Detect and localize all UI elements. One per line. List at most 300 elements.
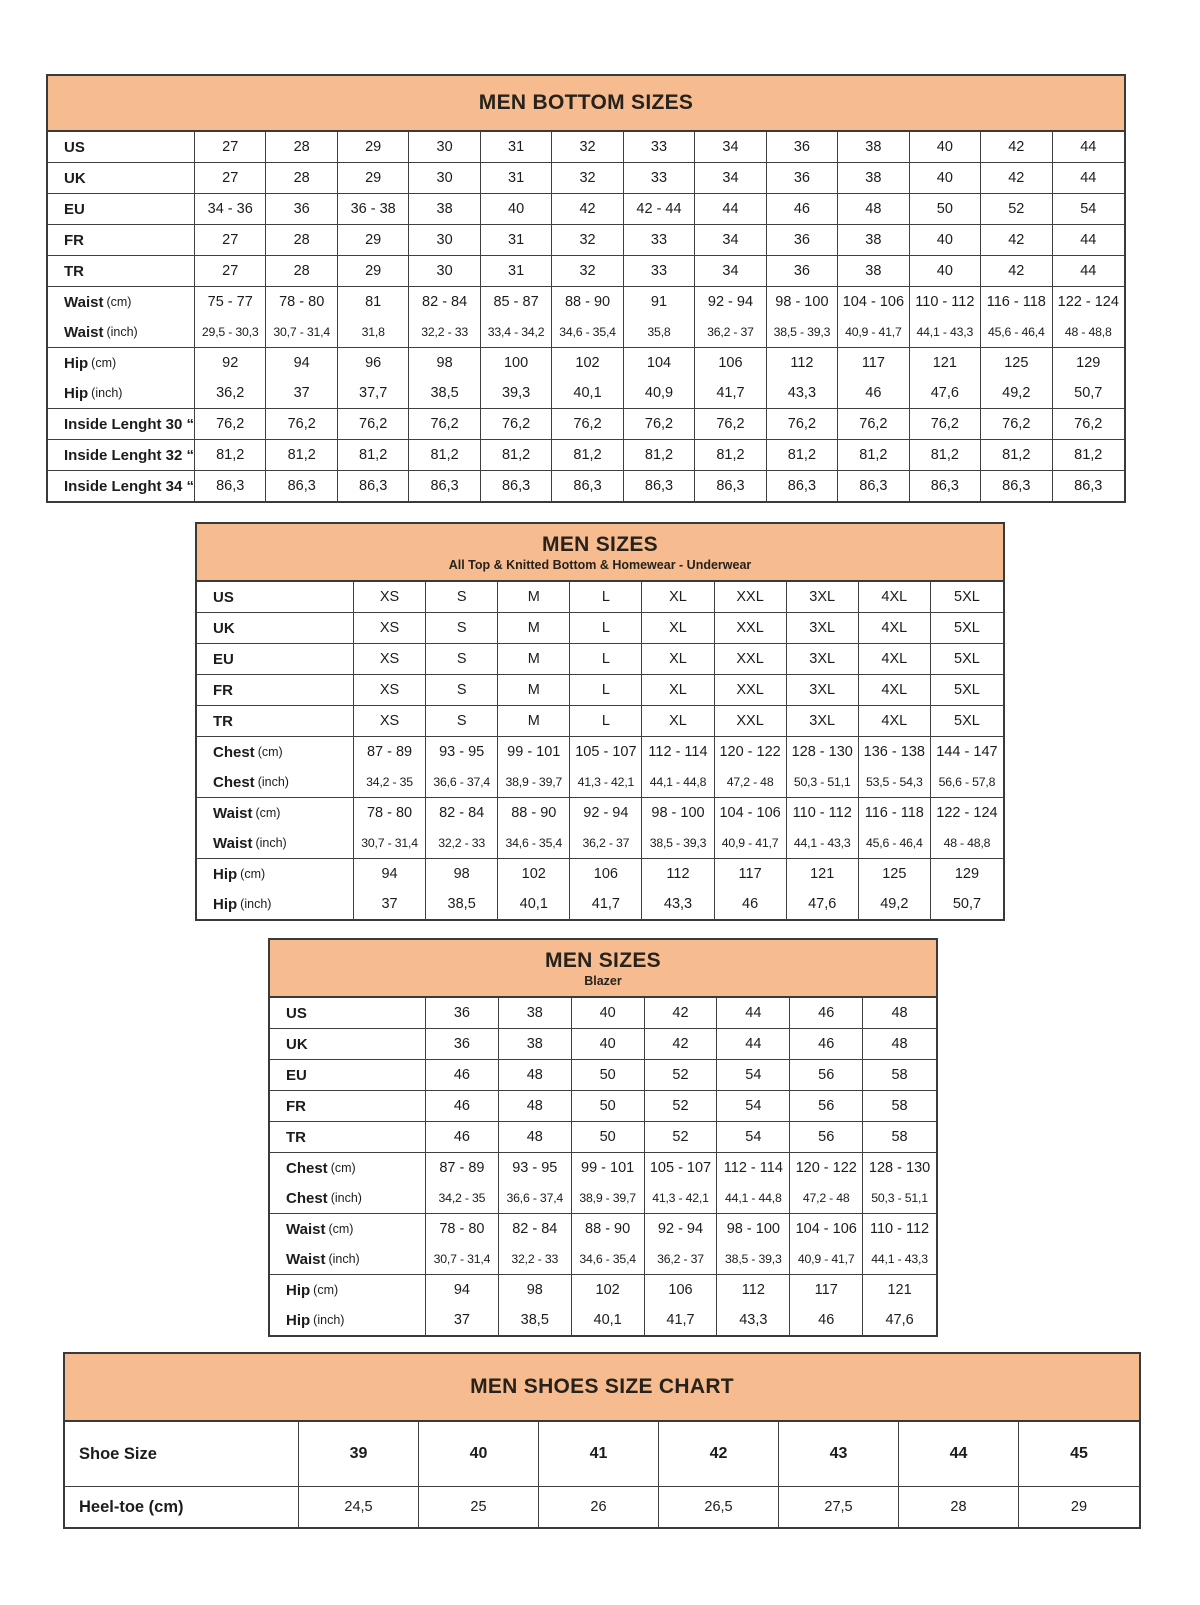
value-cell: 47,2 - 48 (790, 1183, 863, 1213)
value-cell: 38 (409, 194, 480, 224)
value-cell: 28 (899, 1487, 1019, 1527)
value-cell: 52 (645, 1122, 718, 1152)
value-cell: 33,4 - 34,2 (481, 317, 552, 347)
row-label-unit: (cm) (91, 356, 117, 370)
value-cell: 34 (695, 256, 766, 286)
value-cell: 37,7 (338, 378, 409, 408)
value-cell: 81,2 (624, 440, 695, 470)
value-cell: 46 (790, 1305, 863, 1335)
row-label-unit: (inch) (330, 1191, 362, 1205)
value-cell: 39 (299, 1422, 419, 1486)
table-row (48, 287, 1124, 317)
value-cell: 117 (838, 348, 909, 378)
value-cell: 94 (266, 348, 337, 378)
value-cell: 93 - 95 (426, 737, 498, 767)
value-cell: 33 (624, 132, 695, 162)
value-cell: 92 (195, 348, 266, 378)
value-cell: M (498, 644, 570, 674)
row-label (48, 378, 195, 408)
table-row (270, 1275, 936, 1305)
value-cell: 56 (790, 1122, 863, 1152)
value-cell: 40,1 (498, 889, 570, 919)
value-cell: XS (354, 706, 426, 736)
value-cell: 78 - 80 (266, 287, 337, 317)
value-cell: 54 (1080, 201, 1097, 217)
value-cell: 48 (499, 1122, 572, 1152)
value-cell: 45,6 - 46,4 (859, 828, 931, 858)
value-cell: 100 (481, 348, 552, 378)
value-cell: 42 (981, 163, 1052, 193)
value-cell: 41,7 (645, 1305, 718, 1335)
value-cell: 56 (790, 1060, 863, 1090)
value-cell: 49,2 (981, 378, 1052, 408)
table-row (270, 1122, 936, 1152)
value-cell: XL (642, 706, 714, 736)
row-label (270, 998, 426, 1028)
table-header (48, 76, 1124, 132)
value-cell: 27,5 (779, 1487, 899, 1527)
value-cell: 40 (572, 1029, 645, 1059)
value-cell: 32,2 - 33 (499, 1244, 572, 1274)
row-label (48, 348, 195, 378)
value-cell: 116 - 118 (859, 798, 931, 828)
value-cell: 32,2 - 33 (426, 828, 498, 858)
table-title: MEN SIZES (545, 948, 661, 972)
table-section (197, 582, 1003, 612)
value-cell: 40 (910, 256, 981, 286)
value-cell: 40,9 (624, 378, 695, 408)
value-cell: 76,2 (767, 409, 838, 439)
row-label-unit: (inch) (328, 1252, 360, 1266)
value-cell: 30,7 - 31,4 (426, 1244, 499, 1274)
value-cell: 94 (426, 1275, 499, 1305)
value-cell: 40 (910, 132, 981, 162)
value-cell: 5XL (954, 713, 980, 729)
value-cell: 31,8 (338, 317, 409, 347)
value-cell: 29 (338, 132, 409, 162)
value-cell: 36 (426, 998, 499, 1028)
row-label-text: Hip (213, 895, 238, 913)
value-cell: 30,7 - 31,4 (354, 828, 426, 858)
value-cell: 86,3 (338, 471, 409, 501)
value-cell: 112 (767, 348, 838, 378)
row-label (197, 644, 354, 674)
table-section (197, 705, 1003, 736)
value-cell: 43,3 (642, 889, 714, 919)
value-cell: S (426, 644, 498, 674)
value-cell: 104 - 106 (838, 287, 909, 317)
table-row (270, 1153, 936, 1183)
value-cell: 136 - 138 (859, 737, 931, 767)
row-label (197, 889, 354, 919)
value-cell: 82 - 84 (426, 798, 498, 828)
table-row (270, 1091, 936, 1121)
table-body (65, 1422, 1139, 1527)
row-label-unit: (inch) (240, 897, 272, 911)
row-label-text: UK (64, 169, 86, 187)
row-label (65, 1422, 299, 1486)
value-cell: 28 (266, 132, 337, 162)
value-cell: 116 - 118 (981, 287, 1052, 317)
value-cell: 81 (338, 287, 409, 317)
value-cell: 54 (717, 1122, 790, 1152)
value-cell: 46 (790, 1029, 863, 1059)
value-cell: L (570, 613, 642, 643)
value-cell: 104 - 106 (715, 798, 787, 828)
value-cell: 27 (195, 256, 266, 286)
value-cell: 86,3 (481, 471, 552, 501)
row-label-text: FR (286, 1097, 306, 1115)
value-cell: 58 (891, 1098, 908, 1114)
value-cell: 42 (645, 998, 718, 1028)
value-cell: L (570, 706, 642, 736)
row-label (197, 613, 354, 643)
row-label-unit: (inch) (257, 775, 289, 789)
value-cell: 117 (790, 1275, 863, 1305)
row-label-text: Hip (213, 865, 238, 883)
value-cell: 81,2 (695, 440, 766, 470)
row-label (270, 1153, 426, 1183)
value-cell: 48 (499, 1091, 572, 1121)
value-cell: 110 - 112 (787, 798, 859, 828)
value-cell: 44 (717, 998, 790, 1028)
value-cell: 26,5 (659, 1487, 779, 1527)
value-cell: 128 - 130 (787, 737, 859, 767)
table-section (48, 286, 1124, 347)
row-label-unit: (cm) (330, 1161, 356, 1175)
table-header (65, 1354, 1139, 1422)
value-cell: 54 (717, 1091, 790, 1121)
value-cell: 125 (981, 348, 1052, 378)
value-cell: 48 (891, 1005, 908, 1021)
value-cell: 40,1 (572, 1305, 645, 1335)
value-cell: 50 (572, 1060, 645, 1090)
value-cell: 81,2 (767, 440, 838, 470)
row-label-text: Heel-toe (cm) (79, 1497, 184, 1516)
value-cell: 27 (195, 163, 266, 193)
table-section (270, 1059, 936, 1090)
value-cell: 3XL (787, 675, 859, 705)
value-cell: 47,6 (787, 889, 859, 919)
value-cell: 40 (910, 225, 981, 255)
value-cell: 29 (1070, 1499, 1088, 1515)
value-cell: 92 - 94 (570, 798, 642, 828)
value-cell: 4XL (859, 675, 931, 705)
value-cell: 40,9 - 41,7 (715, 828, 787, 858)
table-row (48, 225, 1124, 255)
value-cell: 41,3 - 42,1 (645, 1183, 718, 1213)
value-cell: 38,5 - 39,3 (642, 828, 714, 858)
row-label-unit: (cm) (313, 1283, 339, 1297)
value-cell: 76,2 (695, 409, 766, 439)
table-subtitle: Blazer (584, 973, 622, 988)
table-section (65, 1422, 1139, 1486)
value-cell: 88 - 90 (552, 287, 623, 317)
value-cell: 102 (552, 348, 623, 378)
row-label-text: US (213, 588, 234, 606)
value-cell: 88 - 90 (498, 798, 570, 828)
value-cell: 38 (838, 256, 909, 286)
value-cell: 41 (539, 1422, 659, 1486)
value-cell: 52 (981, 194, 1052, 224)
value-cell: 92 - 94 (695, 287, 766, 317)
table-section (270, 1028, 936, 1059)
table-section (270, 1121, 936, 1152)
value-cell: 34,2 - 35 (426, 1183, 499, 1213)
value-cell: S (426, 613, 498, 643)
value-cell: 40 (419, 1422, 539, 1486)
value-cell: 44,1 - 44,8 (717, 1183, 790, 1213)
value-cell: 122 - 124 (1057, 294, 1119, 310)
value-cell: 28 (266, 225, 337, 255)
row-label (197, 582, 354, 612)
table-row (48, 256, 1124, 286)
value-cell: 48 (838, 194, 909, 224)
value-cell: 30,7 - 31,4 (266, 317, 337, 347)
value-cell: 38,5 - 39,3 (767, 317, 838, 347)
table-row (197, 675, 1003, 705)
value-cell: 81,2 (195, 440, 266, 470)
table-row (270, 1214, 936, 1244)
value-cell: 38,9 - 39,7 (572, 1183, 645, 1213)
row-label (48, 163, 195, 193)
table-row (197, 613, 1003, 643)
table-row (270, 998, 936, 1028)
row-label (270, 1244, 426, 1274)
value-cell: XS (354, 582, 426, 612)
value-cell: 42 (981, 132, 1052, 162)
value-cell: 43,3 (717, 1305, 790, 1335)
value-cell: XXL (715, 706, 787, 736)
value-cell: 38,5 (426, 889, 498, 919)
table-section (48, 162, 1124, 193)
value-cell: 38,5 - 39,3 (717, 1244, 790, 1274)
row-label-unit: (inch) (313, 1313, 345, 1327)
value-cell: 48 (499, 1060, 572, 1090)
value-cell: 44 (1080, 170, 1097, 186)
row-label (197, 859, 354, 889)
value-cell: 33 (624, 163, 695, 193)
row-label (270, 1122, 426, 1152)
row-label (197, 737, 354, 767)
value-cell: 99 - 101 (572, 1153, 645, 1183)
row-label-text: Hip (64, 384, 89, 402)
value-cell: 78 - 80 (426, 1214, 499, 1244)
row-label-text: Shoe Size (79, 1444, 157, 1463)
table-row (48, 409, 1124, 439)
table-title: MEN SHOES SIZE CHART (470, 1375, 734, 1399)
row-label (270, 1275, 426, 1305)
value-cell: 30 (409, 225, 480, 255)
value-cell: 34 (695, 225, 766, 255)
row-label-text: Waist (286, 1220, 326, 1238)
value-cell: 98 - 100 (642, 798, 714, 828)
value-cell: M (498, 613, 570, 643)
row-label-text: Hip (64, 354, 89, 372)
table-row (65, 1422, 1139, 1486)
value-cell: 121 (887, 1282, 912, 1298)
table-section (197, 858, 1003, 919)
value-cell: 52 (645, 1060, 718, 1090)
table-section (197, 643, 1003, 674)
row-label (197, 706, 354, 736)
value-cell: 38 (838, 132, 909, 162)
value-cell: 44,1 - 43,3 (787, 828, 859, 858)
value-cell: 86,3 (767, 471, 838, 501)
row-label (270, 1091, 426, 1121)
value-cell: 41,7 (695, 378, 766, 408)
value-cell: 81,2 (552, 440, 623, 470)
value-cell: 110 - 112 (910, 287, 981, 317)
table-row (197, 737, 1003, 767)
value-cell: 40 (910, 163, 981, 193)
value-cell: 112 - 114 (642, 737, 714, 767)
value-cell: 76,2 (624, 409, 695, 439)
value-cell: 44 (899, 1422, 1019, 1486)
table-header (270, 940, 936, 998)
value-cell: 86,3 (981, 471, 1052, 501)
row-label-text: TR (64, 262, 84, 280)
value-cell: 76,2 (195, 409, 266, 439)
row-label-text: Chest (286, 1189, 328, 1207)
table-section (65, 1486, 1139, 1527)
row-label (48, 194, 195, 224)
value-cell: XL (642, 613, 714, 643)
row-label-text: EU (286, 1066, 307, 1084)
value-cell: 81,2 (266, 440, 337, 470)
value-cell: 125 (859, 859, 931, 889)
value-cell: 47,6 (885, 1312, 914, 1328)
table-row (270, 1029, 936, 1059)
value-cell: 85 - 87 (481, 287, 552, 317)
value-cell: 4XL (859, 582, 931, 612)
row-label-text: Hip (286, 1311, 311, 1329)
row-label-text: EU (64, 200, 85, 218)
value-cell: 41,3 - 42,1 (570, 767, 642, 797)
value-cell: 42 (981, 256, 1052, 286)
value-cell: 4XL (859, 706, 931, 736)
value-cell: 76,2 (910, 409, 981, 439)
row-label (270, 1183, 426, 1213)
value-cell: S (426, 706, 498, 736)
table-section (48, 408, 1124, 439)
row-label (197, 675, 354, 705)
value-cell: 76,2 (266, 409, 337, 439)
table-section (48, 255, 1124, 286)
value-cell: 46 (790, 998, 863, 1028)
value-cell: 76,2 (481, 409, 552, 439)
value-cell: 50 (572, 1091, 645, 1121)
value-cell: 40,9 - 41,7 (790, 1244, 863, 1274)
value-cell: 98 (409, 348, 480, 378)
value-cell: 29,5 - 30,3 (195, 317, 266, 347)
table-row (197, 767, 1003, 797)
value-cell: 43 (779, 1422, 899, 1486)
row-label (270, 1214, 426, 1244)
value-cell: 81,2 (409, 440, 480, 470)
value-cell: 31 (481, 256, 552, 286)
row-label-unit: (cm) (257, 745, 283, 759)
row-label-text: FR (213, 681, 233, 699)
value-cell: 44 (1080, 139, 1097, 155)
table-row (48, 348, 1124, 378)
value-cell: 36 (767, 225, 838, 255)
value-cell: 37 (266, 378, 337, 408)
row-label-text: UK (286, 1035, 308, 1053)
value-cell: 46 (426, 1091, 499, 1121)
value-cell: XL (642, 582, 714, 612)
value-cell: 78 - 80 (354, 798, 426, 828)
value-cell: 102 (498, 859, 570, 889)
table-row (65, 1487, 1139, 1527)
value-cell: 29 (338, 225, 409, 255)
value-cell: 46 (767, 194, 838, 224)
value-cell: 38 (499, 1029, 572, 1059)
table-section (197, 612, 1003, 643)
row-label-text: Waist (213, 834, 253, 852)
value-cell: 86,3 (552, 471, 623, 501)
value-cell: 5XL (954, 682, 980, 698)
value-cell: 88 - 90 (572, 1214, 645, 1244)
value-cell: 82 - 84 (409, 287, 480, 317)
value-cell: 106 (695, 348, 766, 378)
value-cell: 31 (481, 132, 552, 162)
value-cell: 3XL (787, 644, 859, 674)
value-cell: 92 - 94 (645, 1214, 718, 1244)
value-cell: XS (354, 675, 426, 705)
value-cell: XS (354, 644, 426, 674)
table-title: MEN SIZES (542, 532, 658, 556)
value-cell: 32,2 - 33 (409, 317, 480, 347)
value-cell: 4XL (859, 644, 931, 674)
value-cell: 87 - 89 (354, 737, 426, 767)
value-cell: 86,3 (838, 471, 909, 501)
table-row (270, 1244, 936, 1274)
row-label (270, 1305, 426, 1335)
row-label-text: Inside Lenght 32 “ (64, 446, 195, 464)
table-row (270, 1060, 936, 1090)
row-label (48, 317, 195, 347)
value-cell: 75 - 77 (195, 287, 266, 317)
value-cell: 81,2 (481, 440, 552, 470)
table-row (197, 706, 1003, 736)
value-cell: 38 (838, 225, 909, 255)
value-cell: 86,3 (266, 471, 337, 501)
value-cell: 30 (409, 132, 480, 162)
row-label-unit: (inch) (106, 325, 138, 339)
row-label-text: Waist (64, 323, 104, 341)
value-cell: 42 (552, 194, 623, 224)
row-label (48, 256, 195, 286)
value-cell: XXL (715, 582, 787, 612)
value-cell: 50,3 - 51,1 (787, 767, 859, 797)
value-cell: 44,1 - 44,8 (642, 767, 714, 797)
value-cell: 117 (715, 859, 787, 889)
value-cell: 50,7 (952, 896, 982, 912)
value-cell: 76,2 (981, 409, 1052, 439)
value-cell: 76,2 (552, 409, 623, 439)
table-section (197, 674, 1003, 705)
value-cell: 86,3 (624, 471, 695, 501)
value-cell: 44,1 - 43,3 (871, 1252, 928, 1266)
value-cell: 32 (552, 163, 623, 193)
row-label (48, 409, 195, 439)
value-cell: 86,3 (1074, 478, 1103, 494)
value-cell: 34 (695, 163, 766, 193)
row-label-unit: (cm) (240, 867, 266, 881)
row-label-text: Waist (286, 1250, 326, 1268)
value-cell: 45 (1070, 1445, 1088, 1462)
